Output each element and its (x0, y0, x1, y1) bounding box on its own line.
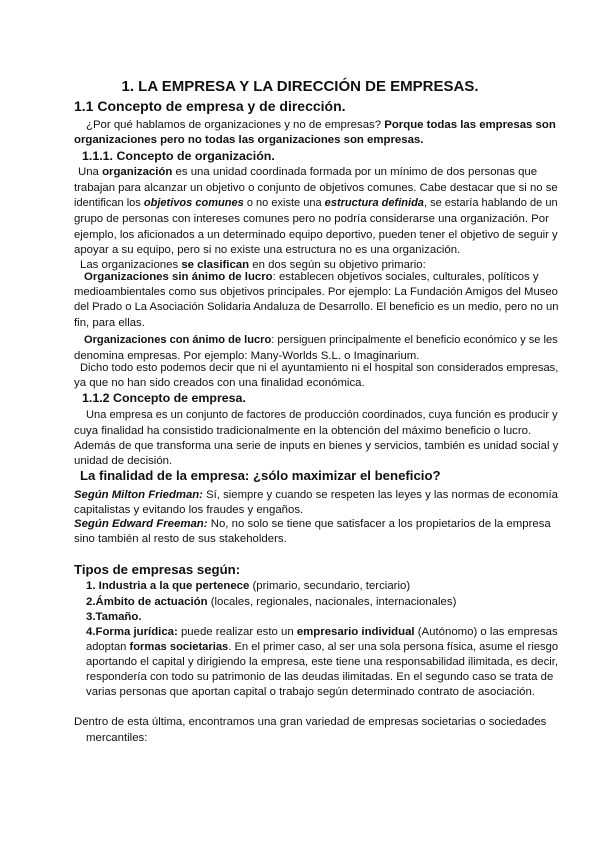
list-item-4-text: puede realizar esto un (177, 626, 297, 638)
final-line-1: Dentro de esta última, encontramos una gran variedad de empresas societarias o sociedades (74, 716, 547, 728)
list-item-4-term: formas societarias (129, 641, 229, 653)
list-item-4-line-5: varias personas que aportan capital o trabajo según determinado contrato de asociación. (86, 686, 535, 698)
con-animo-term: Organizaciones con ánimo de lucro (84, 334, 272, 346)
org-line-6: apoyar a su equipo, pero si no existe una estructura no es una organización. (74, 244, 461, 256)
empresa-line-3: Además de que transforma una serie de inputs en bienes y servicios, también es unidad social y (74, 440, 559, 452)
list-item-2-text: (locales, regionales, nacionales, internacionales) (207, 596, 457, 608)
list-item-4-line-1 (86, 625, 558, 640)
friedman-label: Según Milton Friedman: (74, 489, 203, 501)
finalidad-heading: La finalidad de la empresa: ¿sólo maximizar el beneficio? (80, 468, 441, 483)
org-text: , se estaría hablando de un (423, 197, 558, 209)
clasif-term: se clasifican (181, 259, 250, 271)
con-animo-line-2: denomina empresas. Por ejemplo: Many-Worlds S.L. o Imaginarium. (74, 350, 420, 362)
intro-answer-1: Porque todas las empresas son (384, 119, 556, 131)
list-item-3 (86, 610, 142, 625)
sin-animo-text: : establecen objetivos sociales, culturales, políticos y (272, 271, 539, 283)
list-item-4-text: (Autónomo) o las empresas (414, 626, 558, 638)
empresa-line-4: unidad de decisión. (74, 455, 173, 467)
org-term: organización (102, 166, 173, 178)
tipos-heading: Tipos de empresas según: (74, 562, 241, 577)
org-line-3 (74, 196, 558, 211)
org-text: identifican los (74, 197, 144, 209)
con-animo-text: : persiguen principalmente el beneficio económico y se les (271, 334, 558, 346)
sin-animo-line-2: medioambientales como sus objetivos principales. Por ejemplo: La Fundación Amigos del Museo (74, 286, 558, 298)
org-term-objetivos: objetivos comunes (143, 197, 244, 209)
sin-animo-line-1 (84, 270, 539, 285)
list-item-3-label: 3.Tamaño. (86, 611, 142, 623)
clasif-text: en dos según su objetivo primario: (249, 259, 426, 271)
dicho-line-2: ya que no han sido creados con una finalidad económica. (74, 377, 365, 389)
org-line-2: trabajan para alcanzar un objetivo o conjunto de objetivos comunes. Cabe destacar que si no se (74, 182, 558, 194)
org-line-1 (78, 165, 537, 180)
freeman-text: No, no solo se tiene que satisfacer a los propietarios de la empresa (207, 518, 551, 530)
list-item-4-line-2 (86, 640, 558, 655)
intro-line-2 (74, 133, 423, 148)
intro-line-1 (86, 118, 556, 133)
org-line-5: ejemplo, los aficionados a un determinado equipo deportivo, pueden tener el objetivo de seguir y (74, 229, 558, 241)
org-text: es una unidad coordinada formada por un mínimo de dos personas que (172, 166, 538, 178)
org-text: Una (78, 166, 103, 178)
intro-question: ¿Por qué hablamos de organizaciones y no de empresas? (86, 119, 382, 131)
page-title: 1. LA EMPRESA Y LA DIRECCIÓN DE EMPRESAS. (121, 78, 479, 95)
org-text: o no existe una (243, 197, 325, 209)
list-item-1-label: 1. Industria a la que pertenece (86, 580, 250, 592)
list-item-4-text: . En el primer caso, al ser una sola persona física, asume el riesgo (228, 641, 559, 653)
clasif-text: Las organizaciones (80, 259, 182, 271)
section-heading-1-1-2: 1.1.2 Concepto de empresa. (82, 391, 246, 405)
list-item-1-text: (primario, secundario, terciario) (249, 580, 411, 592)
list-item-4-text: adoptan (86, 641, 130, 653)
freeman-label: Según Edward Freeman: (74, 518, 208, 530)
list-item-2-label: 2.Ámbito de actuación (86, 596, 208, 608)
empresa-line-1: Una empresa es un conjunto de factores de producción coordinados, cuya función es producir y (86, 409, 558, 421)
friedman-line-1 (74, 488, 558, 503)
list-item-1 (86, 579, 410, 594)
org-line-4: grupo de personas con intereses comunes pero no podría considerarse una organización. Por (74, 213, 549, 225)
freeman-line-2: sino también al resto de sus stakeholders. (74, 533, 287, 545)
list-item-4-line-3: aportando el capital y dirigiendo la empresa, este tiene una responsabilidad ilimitada, es decir, (86, 656, 559, 668)
empresa-line-2: cuya finalidad ha consistido tradicionalmente en la obtención del máximo beneficio o lucro. (74, 425, 532, 437)
section-heading-1-1-1: 1.1.1. Concepto de organización. (82, 149, 275, 163)
intro-answer-2: organizaciones pero no todas las organizaciones son empresas. (74, 134, 424, 146)
final-line-2: mercantiles: (86, 732, 148, 744)
sin-animo-term: Organizaciones sin ánimo de lucro (84, 271, 273, 283)
list-item-2 (86, 595, 456, 610)
friedman-text: Sí, siempre y cuando se respeten las leyes y las normas de economía (202, 489, 558, 501)
list-item-4-term: empresario individual (296, 626, 415, 638)
con-animo-line-1 (84, 333, 558, 348)
freeman-line-1 (74, 517, 551, 532)
sin-animo-line-3: del Prado o La Asociación Solidaria Andaluza de Desarrollo. El beneficio es un medio, pero no un (74, 301, 559, 313)
friedman-line-2: capitalistas y evitando los fraudes y engaños. (74, 504, 304, 516)
section-heading-1-1: 1.1 Concepto de empresa y de dirección. (74, 98, 346, 114)
org-term-estructura: estructura definida (324, 197, 424, 209)
dicho-line-1: Dicho todo esto podemos decir que ni el ayuntamiento ni el hospital son considerados empresas, (80, 362, 559, 374)
sin-animo-line-4: fin, para ellas. (74, 317, 145, 329)
list-item-4-label: 4.Forma jurídica: (86, 626, 178, 638)
list-item-4-line-4: respondería con todo su patrimonio de las deudas ilimitadas. En el segundo caso se trata de (86, 671, 554, 683)
